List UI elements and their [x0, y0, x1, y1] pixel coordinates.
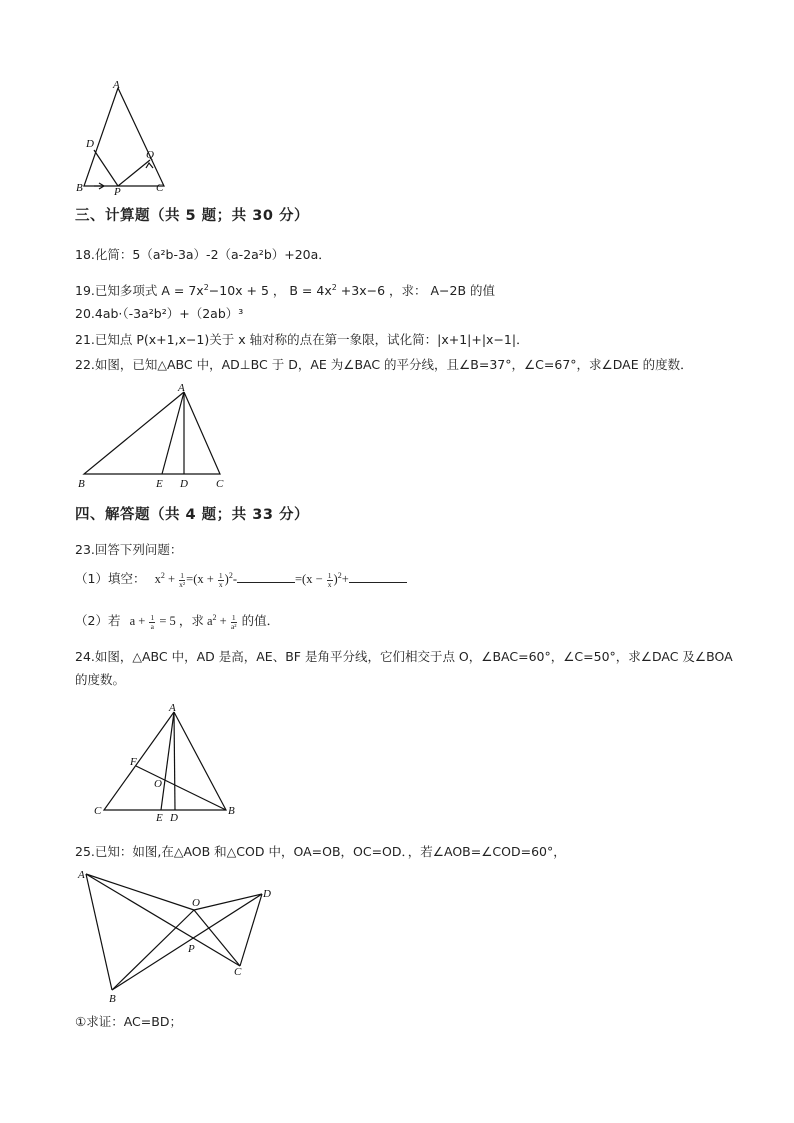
question-25-sub-1: ①求证：AC=BD；: [75, 1014, 182, 1029]
label-a: A: [113, 79, 120, 91]
label-f: F: [130, 756, 137, 768]
label-b: B: [78, 478, 85, 490]
label-p: P: [188, 943, 195, 955]
section-4-title: 四、解答题（共 4 题；共 33 分）: [75, 507, 309, 523]
label-c: C: [156, 182, 164, 194]
figure-triangle-ade: [70, 380, 240, 492]
label-c: C: [216, 478, 224, 490]
label-a: A: [169, 702, 176, 714]
label-o: O: [154, 778, 162, 790]
question-18: 18.化简：5（a²b-3a）-2（a-2a²b）+20a．: [75, 247, 331, 262]
label-b: B: [109, 993, 116, 1005]
answer-blank-2[interactable]: [349, 570, 407, 583]
question-20: 20.4ab·（-3a²b²）+（2ab）³: [75, 306, 244, 321]
question-21: 21.已知点 P(x+1,x−1)关于 x 轴对称的点在第一象限，试化简：|x+1|+|x−1|．: [75, 332, 529, 347]
label-d: D: [180, 478, 188, 490]
question-23: 23.回答下列问题：: [75, 542, 183, 557]
label-d: D: [86, 138, 94, 150]
question-25: 25.已知：如图,在△AOB 和△COD 中，OA=OB，OC=OD．，若∠AOB=∠COD=60°，: [75, 844, 566, 859]
section-3-title: 三、计算题（共 5 题；共 30 分）: [75, 208, 309, 224]
label-c: C: [234, 966, 242, 978]
label-a: A: [78, 869, 85, 881]
label-d: D: [170, 812, 178, 824]
figure-triangle-bisectors: [88, 700, 248, 825]
question-22: 22.如图，已知△ABC 中，AD⊥BC 于 D，AE 为∠BAC 的平分线，且∠B=37°，∠C=67°，求∠DAE 的度数．: [75, 357, 693, 372]
label-b: B: [76, 182, 83, 194]
question-24-line-1: 24.如图，△ABC 中，AD 是高，AE、BF 是角平分线，它们相交于点 O，∠BAC=60°，∠C=50°，求∠DAC 及∠BOA: [75, 649, 733, 664]
figure-two-triangles: [74, 864, 284, 1009]
label-p: P: [114, 186, 121, 196]
label-q: Q: [146, 149, 154, 161]
question-23-part-2: （2）若 a + $\frac{1}{a}$ = 5 ，求 $a^2$ + $\frac{1}{\text{a²}}$ 的值．: [75, 612, 280, 631]
label-e: E: [156, 812, 163, 824]
label-e: E: [156, 478, 163, 490]
question-23-part-1: （1）填空： $x^2$ + $\frac{1}{\text{x²}}$ =(x + $\frac{1}{x}$ )$^2$- =(x − $\frac{1}{x}$ )$^2$+: [75, 569, 407, 589]
question-24-line-2: 的度数。: [75, 672, 126, 687]
question-19: 19.已知多项式 $A = 7x^2-10x + 5$ ， $B = 4x^2 +3x-6$ ，求： A−2B 的值: [75, 282, 496, 298]
label-o: O: [192, 897, 200, 909]
label-c: C: [94, 805, 102, 817]
label-d: D: [263, 888, 271, 900]
label-a: A: [178, 382, 185, 394]
figure-triangle-dpq: [70, 78, 180, 196]
label-b: B: [228, 805, 235, 817]
answer-blank-1[interactable]: [237, 570, 295, 583]
